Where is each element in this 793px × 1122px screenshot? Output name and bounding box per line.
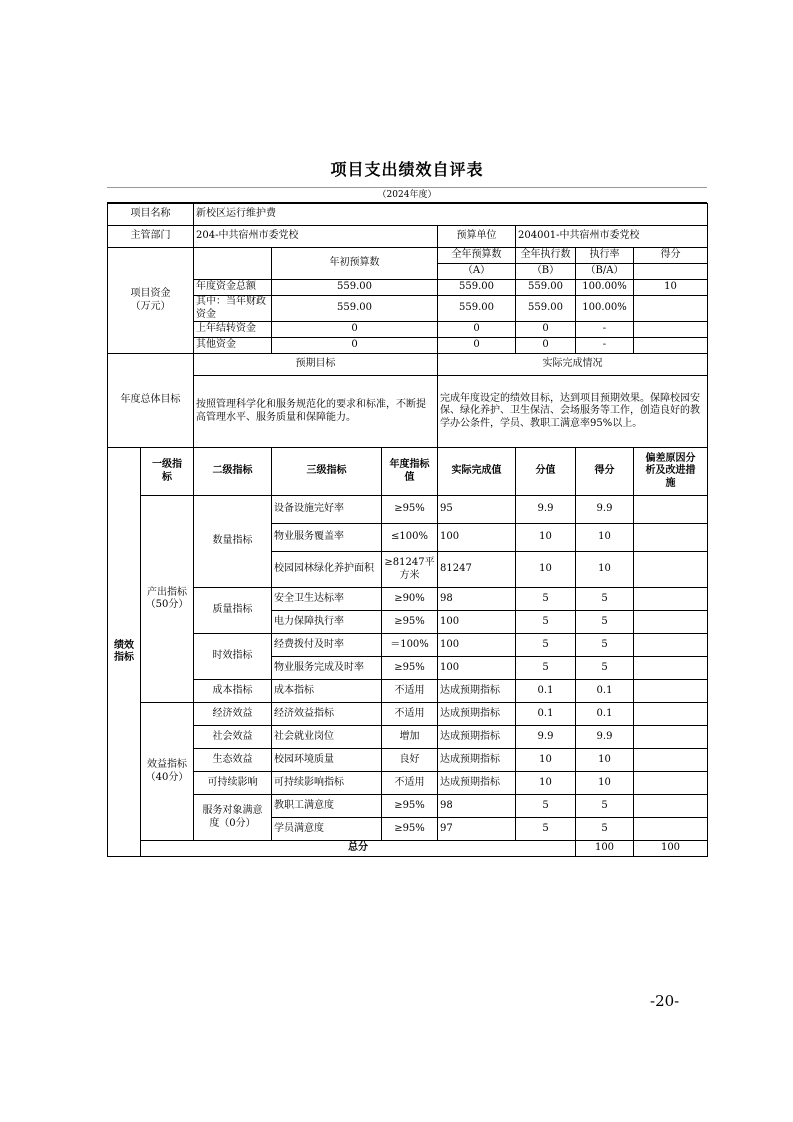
level3-indicator: 教职工满意度 xyxy=(272,795,382,818)
h-b2: （B） xyxy=(516,264,576,280)
table-row xyxy=(108,226,708,248)
table-row xyxy=(108,795,708,818)
perf-header: 一级指 标 xyxy=(141,448,194,496)
deviation-cell xyxy=(634,703,708,726)
table-row xyxy=(108,204,708,226)
level1-indicator: 效益指标 （40分） xyxy=(141,703,194,841)
fund-initial: 559.00 xyxy=(272,296,438,322)
perf-label: 绩效 指标 xyxy=(108,448,141,857)
fund-name: 其中：当年财政资金 xyxy=(194,296,272,322)
perf-header: 分值 xyxy=(516,448,576,496)
level3-indicator: 物业服务覆盖率 xyxy=(272,524,382,552)
table-row xyxy=(108,496,708,524)
actual-value: 100 xyxy=(438,611,516,634)
table-row xyxy=(108,841,708,857)
fund-score xyxy=(634,322,708,338)
target-value: 不适用 xyxy=(382,772,438,795)
score-value: 0.1 xyxy=(576,680,634,703)
table-row xyxy=(108,296,708,322)
points-value: 10 xyxy=(516,772,576,795)
deviation-cell xyxy=(634,726,708,749)
h-r2: （B/A） xyxy=(576,264,634,280)
level2-indicator: 经济效益 xyxy=(194,703,272,726)
target-value: ＝100% xyxy=(382,634,438,657)
fund-a: 559.00 xyxy=(438,296,516,322)
score-value: 5 xyxy=(576,588,634,611)
table-row xyxy=(108,680,708,703)
fund-b: 0 xyxy=(516,322,576,338)
deviation-cell xyxy=(634,634,708,657)
deviation-cell xyxy=(634,552,708,588)
target-value: ≥95% xyxy=(382,611,438,634)
actual-value: 达成预期指标 xyxy=(438,703,516,726)
perf-header: 二级指标 xyxy=(194,448,272,496)
score-value: 10 xyxy=(576,552,634,588)
page-title: 项目支出绩效自评表 xyxy=(330,160,484,179)
points-value: 5 xyxy=(516,611,576,634)
page-number: -20- xyxy=(650,992,680,1010)
total-points: 100 xyxy=(576,841,634,857)
points-value: 0.1 xyxy=(516,703,576,726)
deviation-cell xyxy=(634,680,708,703)
dept-value: 204-中共宿州市委党校 xyxy=(194,226,438,248)
points-value: 5 xyxy=(516,657,576,680)
target-value: ≥95% xyxy=(382,657,438,680)
expected-label: 预期目标 xyxy=(194,354,438,376)
fund-initial: 559.00 xyxy=(272,280,438,296)
h-a2: （A） xyxy=(438,264,516,280)
level2-indicator: 时效指标 xyxy=(194,634,272,680)
score-value: 9.9 xyxy=(576,496,634,524)
h-r1: 执行率 xyxy=(576,248,634,264)
h-score: 得分 xyxy=(634,248,708,264)
table-row xyxy=(108,354,708,376)
h-b1: 全年执行数 xyxy=(516,248,576,264)
fund-name: 上年结转资金 xyxy=(194,322,272,338)
target-value: ≥81247平方米 xyxy=(382,552,438,588)
target-value: ≥95% xyxy=(382,496,438,524)
level3-indicator: 成本指标 xyxy=(272,680,382,703)
fund-b: 559.00 xyxy=(516,296,576,322)
table-row xyxy=(108,322,708,338)
evaluation-sheet xyxy=(107,152,707,857)
actual-value: 达成预期指标 xyxy=(438,772,516,795)
funds-corner xyxy=(194,248,272,280)
score-value: 10 xyxy=(576,524,634,552)
points-value: 10 xyxy=(516,552,576,588)
level3-indicator: 电力保障执行率 xyxy=(272,611,382,634)
score-value: 5 xyxy=(576,818,634,841)
table-row xyxy=(108,588,708,611)
deviation-cell xyxy=(634,496,708,524)
fund-name: 年度资金总额 xyxy=(194,280,272,296)
actual-value: 100 xyxy=(438,524,516,552)
score-value: 10 xyxy=(576,772,634,795)
target-value: 不适用 xyxy=(382,680,438,703)
table-row xyxy=(108,772,708,795)
evaluation-table xyxy=(107,203,708,857)
target-value: ≥95% xyxy=(382,818,438,841)
fund-initial: 0 xyxy=(272,338,438,354)
table-row xyxy=(108,338,708,354)
actual-value: 95 xyxy=(438,496,516,524)
score-value: 5 xyxy=(576,634,634,657)
actual-value: 100 xyxy=(438,657,516,680)
h-initial: 年初预算数 xyxy=(272,248,438,280)
fund-a: 0 xyxy=(438,322,516,338)
points-value: 9.9 xyxy=(516,726,576,749)
perf-header: 得分 xyxy=(576,448,634,496)
points-value: 5 xyxy=(516,634,576,657)
level3-indicator: 社会就业岗位 xyxy=(272,726,382,749)
table-row xyxy=(108,448,708,496)
target-value: ≥90% xyxy=(382,588,438,611)
actual-value: 98 xyxy=(438,588,516,611)
fund-b: 559.00 xyxy=(516,280,576,296)
goal-label: 年度总体目标 xyxy=(108,354,194,448)
target-value: ≥95% xyxy=(382,795,438,818)
deviation-cell xyxy=(634,588,708,611)
score-value: 9.9 xyxy=(576,726,634,749)
dept-label: 主管部门 xyxy=(108,226,194,248)
table-row xyxy=(108,280,708,296)
fund-score xyxy=(634,296,708,322)
fund-rate: 100.00% xyxy=(576,280,634,296)
h-score-blank xyxy=(634,264,708,280)
score-value: 5 xyxy=(576,611,634,634)
actual-label: 实际完成情况 xyxy=(438,354,708,376)
points-value: 10 xyxy=(516,749,576,772)
score-value: 10 xyxy=(576,749,634,772)
deviation-cell xyxy=(634,749,708,772)
deviation-cell xyxy=(634,795,708,818)
level2-indicator: 服务对象满意 度（0分） xyxy=(194,795,272,841)
level2-indicator: 社会效益 xyxy=(194,726,272,749)
fund-a: 559.00 xyxy=(438,280,516,296)
table-row xyxy=(108,634,708,657)
deviation-cell xyxy=(634,611,708,634)
level3-indicator: 经费拨付及时率 xyxy=(272,634,382,657)
points-value: 5 xyxy=(516,818,576,841)
level3-indicator: 校园园林绿化养护面积 xyxy=(272,552,382,588)
table-row xyxy=(108,248,708,264)
fund-b: 0 xyxy=(516,338,576,354)
deviation-cell xyxy=(634,818,708,841)
unit-label: 预算单位 xyxy=(438,226,516,248)
target-value: 良好 xyxy=(382,749,438,772)
deviation-cell xyxy=(634,772,708,795)
fund-initial: 0 xyxy=(272,322,438,338)
level2-indicator: 可持续影响 xyxy=(194,772,272,795)
level3-indicator: 校园环境质量 xyxy=(272,749,382,772)
deviation-cell xyxy=(634,657,708,680)
perf-header: 年度指标 值 xyxy=(382,448,438,496)
level1-indicator: 产出指标 （50分） xyxy=(141,496,194,703)
level3-indicator: 设备设施完好率 xyxy=(272,496,382,524)
actual-value: 达成预期指标 xyxy=(438,749,516,772)
level3-indicator: 物业服务完成及时率 xyxy=(272,657,382,680)
funds-label: 项目资金 （万元） xyxy=(108,248,194,354)
perf-header: 偏差原因分 析及改进措 施 xyxy=(634,448,708,496)
points-value: 5 xyxy=(516,588,576,611)
level3-indicator: 安全卫生达标率 xyxy=(272,588,382,611)
fund-a: 0 xyxy=(438,338,516,354)
actual-value: 达成预期指标 xyxy=(438,680,516,703)
actual-value: 100 xyxy=(438,634,516,657)
perf-header: 三级指标 xyxy=(272,448,382,496)
target-value: 不适用 xyxy=(382,703,438,726)
project-name-label: 项目名称 xyxy=(108,204,194,226)
deviation-cell xyxy=(634,524,708,552)
level2-indicator: 成本指标 xyxy=(194,680,272,703)
unit-value: 204001-中共宿州市委党校 xyxy=(516,226,708,248)
total-score: 100 xyxy=(634,841,708,857)
points-value: 0.1 xyxy=(516,680,576,703)
points-value: 5 xyxy=(516,795,576,818)
table-row xyxy=(108,376,708,448)
level3-indicator: 可持续影响指标 xyxy=(272,772,382,795)
points-value: 10 xyxy=(516,524,576,552)
score-value: 5 xyxy=(576,795,634,818)
table-row xyxy=(108,703,708,726)
goal-expected: 按照管理科学化和服务规范化的要求和标准，不断提高管理水平、服务质量和保障能力。 xyxy=(194,376,438,448)
target-value: 增加 xyxy=(382,726,438,749)
fund-rate: - xyxy=(576,338,634,354)
level3-indicator: 经济效益指标 xyxy=(272,703,382,726)
fund-rate: - xyxy=(576,322,634,338)
level2-indicator: 数量指标 xyxy=(194,496,272,588)
year-label: （2024年度） xyxy=(107,187,707,203)
level2-indicator: 质量指标 xyxy=(194,588,272,634)
level2-indicator: 生态效益 xyxy=(194,749,272,772)
actual-value: 达成预期指标 xyxy=(438,726,516,749)
table-row xyxy=(108,726,708,749)
score-value: 0.1 xyxy=(576,703,634,726)
level3-indicator: 学员满意度 xyxy=(272,818,382,841)
table-row xyxy=(108,749,708,772)
fund-score: 10 xyxy=(634,280,708,296)
project-name-value: 新校区运行维护费 xyxy=(194,204,708,226)
fund-rate: 100.00% xyxy=(576,296,634,322)
target-value: ≤100% xyxy=(382,524,438,552)
total-label: 总分 xyxy=(141,841,576,857)
points-value: 9.9 xyxy=(516,496,576,524)
goal-actual: 完成年度设定的绩效目标，达到项目预期效果。保障校园安保、绿化养护、卫生保洁、会场服务等工作，创造良好的教学办公条件，学员、教职工满意率95%以上。 xyxy=(438,376,708,448)
score-value: 5 xyxy=(576,657,634,680)
fund-score xyxy=(634,338,708,354)
actual-value: 97 xyxy=(438,818,516,841)
h-a1: 全年预算数 xyxy=(438,248,516,264)
fund-name: 其他资金 xyxy=(194,338,272,354)
perf-header: 实际完成值 xyxy=(438,448,516,496)
actual-value: 81247 xyxy=(438,552,516,588)
actual-value: 98 xyxy=(438,795,516,818)
